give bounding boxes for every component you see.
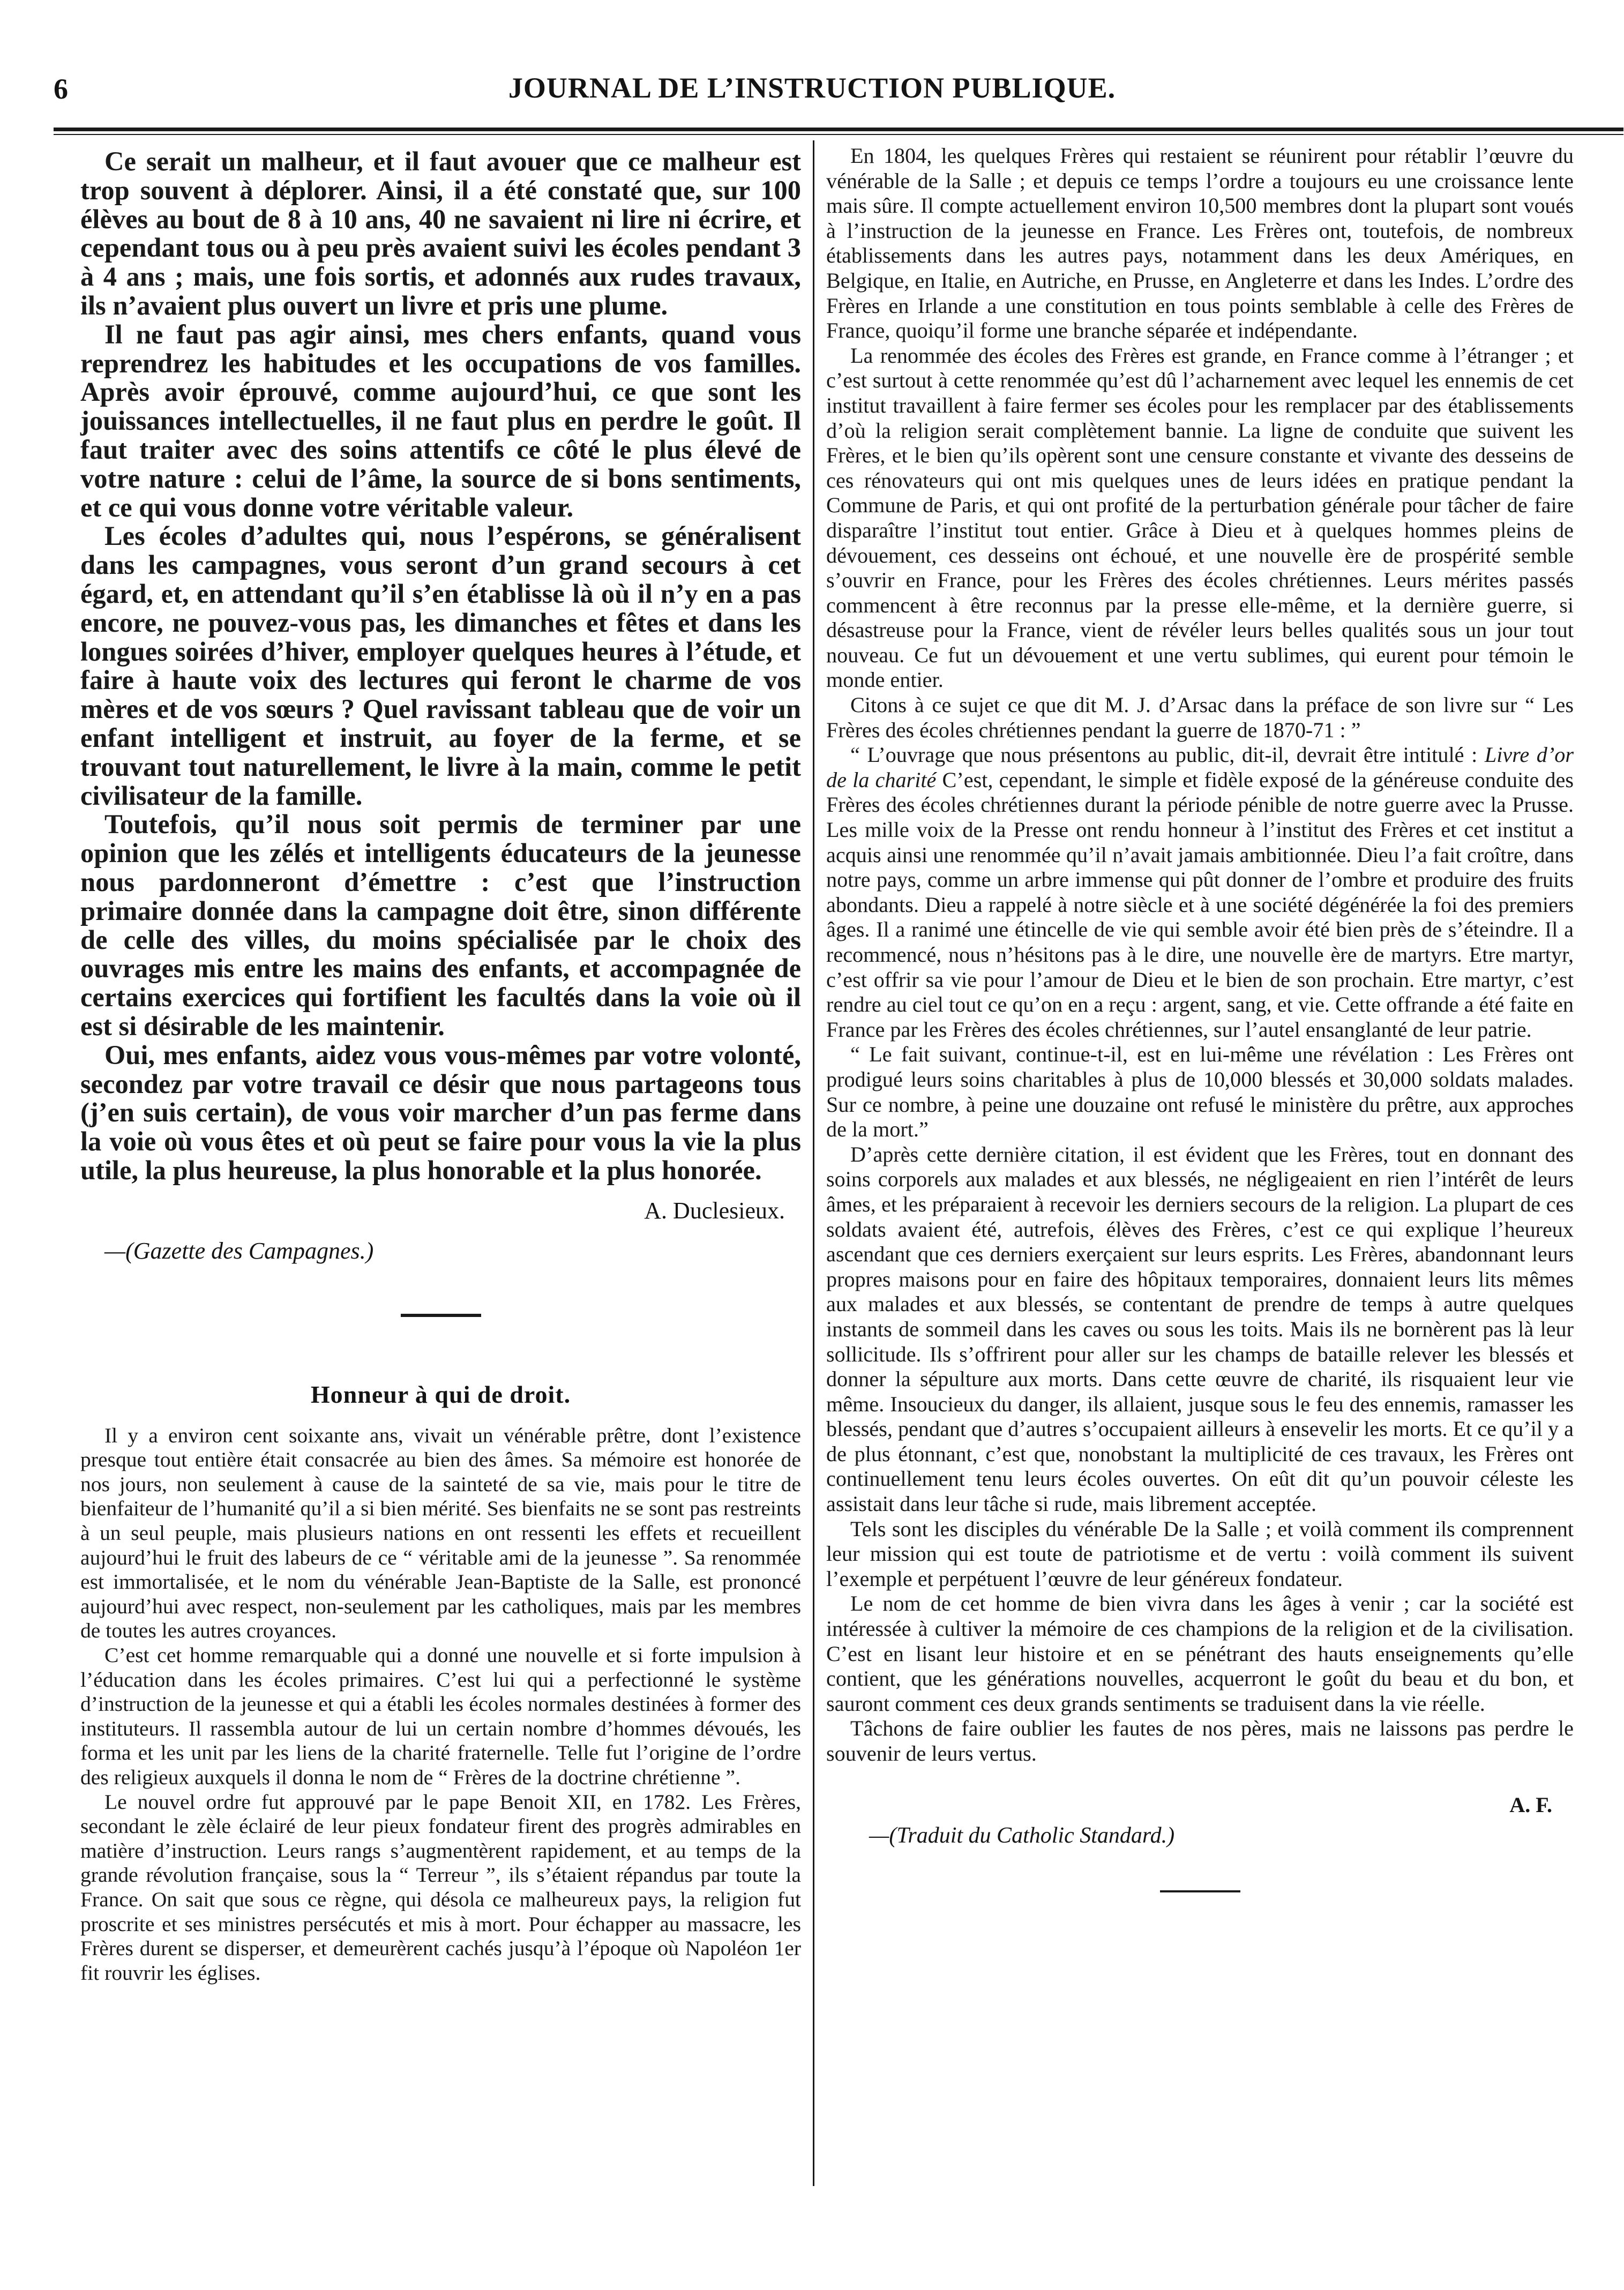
quote-lead: “ L’ouvrage que nous présentons au public, dit-il, devrait être intitulé : [850, 743, 1485, 767]
paragraph: D’après cette dernière citation, il est évident que les Frères, tout en donnant des soins corporels aux malades et aux blessés, ne négligeaient en rien l’intérêt de leurs âmes, et les préparaient à recevoir les derniers secours de la religion. La plupart de ces soldats avaient été, autrefois, élèves des Frères, c’est ce qui explique l’heureux ascendant que ces derniers exerçaient sur leurs esprits. Les Frères, abandonnant leurs propres maisons pour en faire des hôpitaux temporaires, donnaient leurs lits mêmes aux malades et aux blessés, se contentant de prendre de temps à autre quelques instants de sommeil dans les caves ou sous les toits. Mais ils ne bornèrent pas là leur sollicitude. Ils s’offrirent pour aller sur les champs de bataille relever les blessés et donner la sépulture aux morts. Dans cette œuvre de charité, ils risquaient leur vie même. Insoucieux du danger, ils allaient, jusque sous le feu des ennemis, ramasser les blessés, pendant que d’autres s’occupaient ailleurs à ensevelir les morts. Et ce qu’il y a de plus étonnant, c’est que, nonobstant la multiplicité de ces travaux, les Frères ont continuellement tenu leurs écoles ouvertes. On eût dit qu’un pouvoir céleste les assistait dans leur tâche si rude, mais librement acceptée. [826, 1142, 1574, 1516]
paragraph: Tâchons de faire oublier les fautes de nos pères, mais ne laissons pas perdre le souvenir de leurs vertus. [826, 1716, 1574, 1765]
column-divider [813, 140, 814, 2186]
header-rule [54, 128, 1623, 131]
paragraph: “ Le fait suivant, continue-t-il, est en lui-même une révélation : Les Frères ont prodigué leurs soins charitables à plus de 10,000 blessés et 30,000 soldats malades. Sur ce nombre, à peine une douzaine ont refusé le ministère du prêtre, aux approches de la mort.” [826, 1042, 1574, 1142]
quote-book-title: Livre d’or de la charité [826, 743, 1574, 792]
author-signature: A. F. [1509, 1792, 1552, 1817]
paragraph: Les écoles d’adultes qui, nous l’espérons, se généralisent dans les campagnes, vous seront d’un grand secours à cet égard, et, en attendant qu’il s’en établisse là où il n’y en a pas encore, ne pouvez-vous pas, les dimanches et fêtes et dans les longues soirées d’hiver, employer quelques heures à l’étude, et faire à haute voix des lectures qui feront le charme de vos mères et de vos sœurs ? Quel ravissant tableau que de voir un enfant intelligent et instruit, au foyer de la ferme, et se trouvant tout naturellement, le livre à la main, comme le petit civilisateur de la famille. [80, 521, 801, 811]
paragraph: Citons à ce sujet ce que dit M. J. d’Arsac dans la préface de son livre sur “ Les Frères des écoles chrétiennes pendant la guerre de 1870-71 : ” [826, 693, 1574, 742]
paragraph: La renommée des écoles des Frères est grande, en France comme à l’étranger ; et c’est surtout à cette renommée qu’est dû l’acharnement avec lequel les ennemis de cet institut travaillent à faire fermer ses écoles pour les remplacer par des établissements d’où la religion serait complètement bannie. La ligne de conduite que suivent les Frères, et le bien qu’ils opèrent sont une censure constante et vivante des desseins de ces rénovateurs qui ont mis quelques unes de leurs idées en pratique pendant la Commune de Paris, et qui ont profité de la perturbation générale pour tâcher de faire disparaître l’institut tout entier. Grâce à Dieu et à quelques hommes pleins de dévouement, ces desseins ont échoué, et une nouvelle ère de prospérité semble s’ouvrir en France, pour les Frères des écoles chrétiennes. Leurs mérites passés commencent à être reconnus par la presse elle-même, et la dernière guerre, si désastreuse pour la France, vient de révéler leurs belles qualités sous un jour tout nouveau. Ce fut un dévouement et une vertu sublimes, qui eurent pour témoin le monde entier. [826, 343, 1574, 692]
section-separator [401, 1314, 481, 1317]
paragraph: Il ne faut pas agir ainsi, mes chers enfants, quand vous reprendrez les habitudes et les occupations de vos familles. Après avoir éprouvé, comme aujourd’hui, ce que sont les jouissances intellectuelles, il ne faut plus en perdre le goût. Il faut traiter avec des soins attentifs ce côté le plus élevé de votre nature : celui de l’âme, la source de si bons sentiments, et ce qui vous donne votre véritable valeur. [80, 319, 801, 522]
header-rule-thin [54, 134, 1623, 135]
paragraph: Le nouvel ordre fut approuvé par le pape Benoit XII, en 1782. Les Frères, secondant le zèle éclairé de leur pieux fondateur firent des progrès admirables en matière d’instruction. Leurs rangs s’augmentèrent rapidement, et au temps de la grande révolution française, sous la “ Terreur ”, ils s’étaient répandus par toute la France. On sait que sous ce règne, qui désola ce malheureux pays, la religion fut proscrite et ses ministres persécutés et mis à mort. Pour échapper au massacre, les Frères durent se disperser, et demeurèrent cachés jusqu’à l’époque où Napoléon 1er fit rouvrir les églises. [80, 1790, 801, 1985]
quote-rest: C’est, cependant, le simple et fidèle exposé de la généreuse conduite des Frères des écoles chrétiennes durant la période pénible de notre guerre avec la Prusse. Les mille voix de la Presse ont rendu honneur à l’institut des Frères et cet institut a acquis ainsi une renommée qu’il n’avait jamais ambitionnée. Dieu l’a fait croître, dans notre pays, comme un arbre immense qui pût donner de l’ombre et produire des fruits abondants. Dieu a rappelé à notre siècle et à une société dégénérée la foi des premiers âges. Il a ranimé une étincelle de vie qui semble avoir été bien près de s’éteindre. Il a recommencé, nous n’hésitons pas à le dire, une nouvelle ère de martyrs. Etre martyr, c’est offrir sa vie pour l’amour de Dieu et le bien de son prochain. Etre martyr, c’est rendre au ciel tout ce qu’on en a reçu : argent, sang, et vie. Cette offrande a été faite en France par les Frères des écoles chrétiennes, sur l’autel ensanglanté de leur patrie. [826, 767, 1574, 1042]
continued-article [80, 147, 801, 1185]
page-number: 6 [54, 73, 68, 105]
source-citation: —(Gazette des Campagnes.) [104, 1237, 374, 1264]
paragraph: C’est cet homme remarquable qui a donné une nouvelle et si forte impulsion à l’éducation dans les écoles primaires. C’est lui qui a perfectionné le système d’instruction de la jeunesse et qui a établi les écoles normales destinées à former des instituteurs. Il rassembla autour de lui un certain nombre d’hommes dévoués, les forma et les unit par les liens de la charité fraternelle. Telle fut l’origine de l’ordre des religieux auxquels il donna le nom de “ Frères de la doctrine chrétienne ”. [80, 1643, 801, 1789]
article-body [80, 1424, 801, 1986]
right-column [826, 144, 1574, 1892]
paragraph: Ce serait un malheur, et il faut avouer que ce malheur est trop souvent à déplorer. Ainsi, il a été constaté que, sur 100 élèves au bout de 8 à 10 ans, 40 ne savaient ni lire ni écrire, et cependant tous ou à peu près avaient suivi les écoles pendant 3 à 4 ans ; mais, une fois sortis, et adonnés aux rudes travaux, ils n’avaient plus ouvert un livre et pris une plume. [80, 146, 801, 320]
end-separator [1160, 1890, 1240, 1892]
paragraph: Il y a environ cent soixante ans, vivait un vénérable prêtre, dont l’existence presque tout entière était consacrée au bien des âmes. Sa mémoire est honorée de nos jours, non seulement à cause de la sainteté de sa vie, mais pour le titre de bienfaiteur de l’humanité qu’il a si bien mérité. Ses bienfaits ne se sont pas restreints à un seul peuple, mais plusieurs nations en ont ressenti les effets et recueillent aujourd’hui le fruit des labeurs de ce “ véritable ami de la jeunesse ”. Sa renommée est immortalisée, et le nom du vénérable Jean-Baptiste de la Salle, est prononcé aujourd’hui avec respect, non-seulement par les catholiques, mais par les membres de toutes les autres croyances. [80, 1423, 801, 1643]
paragraph: Tels sont les disciples du vénérable De la Salle ; et voilà comment ils comprennent leur mission qui est toute de patriotisme et de vertu : voilà comment ils suivent l’exemple et perpétuent l’œuvre de leur généreux fondateur. [826, 1516, 1574, 1591]
article-title: Honneur à qui de droit. [310, 1380, 571, 1408]
author-signature: A. Duclesieux. [644, 1197, 785, 1224]
running-head-title: JOURNAL DE L’INSTRUCTION PUBLIQUE. [508, 72, 1116, 104]
left-column [80, 147, 801, 1985]
quote-paragraph [826, 743, 1574, 1042]
article-continuation [826, 144, 1574, 1767]
paragraph: En 1804, les quelques Frères qui restaient se réunirent pour rétablir l’œuvre du vénérable de la Salle ; et depuis ce temps l’ordre a toujours eu une croissance lente mais sûre. Il compte actuellement environ 10,500 membres dont la plupart sont voués à l’instruction de la jeunesse en France. Les Frères ont, toutefois, de nombreux établissements dans les autres pays, notamment dans les deux Amériques, en Belgique, en Italie, en Autriche, en Prusse, en Angleterre et dans les Indes. L’ordre des Frères en Irlande a une constitution en tous points semblable à celle des Frères de France, quoiqu’il forme une branche séparée et indépendante. [826, 144, 1574, 343]
paragraph: Toutefois, qu’il nous soit permis de terminer par une opinion que les zélés et intelligents éducateurs de la jeunesse nous pardonneront d’émettre : c’est que l’instruction primaire donnée dans la campagne doit être, sinon différente de celle des villes, du moins spécialisée par le choix des ouvrages mis entre les mains des enfants, et accompagnée de certains exercices qui fortifient les facultés dans la voie où il est si désirable de les maintenir. [80, 809, 801, 1041]
source-citation: —(Traduit du Catholic Standard.) [869, 1823, 1175, 1848]
paragraph: Le nom de cet homme de bien vivra dans les âges à venir ; car la société est intéressée à cultiver la mémoire de ces champions de la religion et de la civilisation. C’est en lisant leur histoire et en se pénétrant des hauts enseignements qu’elle contient, que les générations nouvelles, acquerront le goût du beau et du bon, et sauront comment ces deux grands sentiments se traduisent dans la vie réelle. [826, 1591, 1574, 1716]
paragraph: Oui, mes enfants, aidez vous vous-mêmes par votre volonté, secondez par votre travail ce désir que nous partageons tous (j’en suis certain), de vous voir marcher d’un pas ferme dans la voie où vous êtes et où peut se faire pour vous la vie la plus utile, la plus heureuse, la plus honorable et la plus honorée. [80, 1039, 801, 1185]
